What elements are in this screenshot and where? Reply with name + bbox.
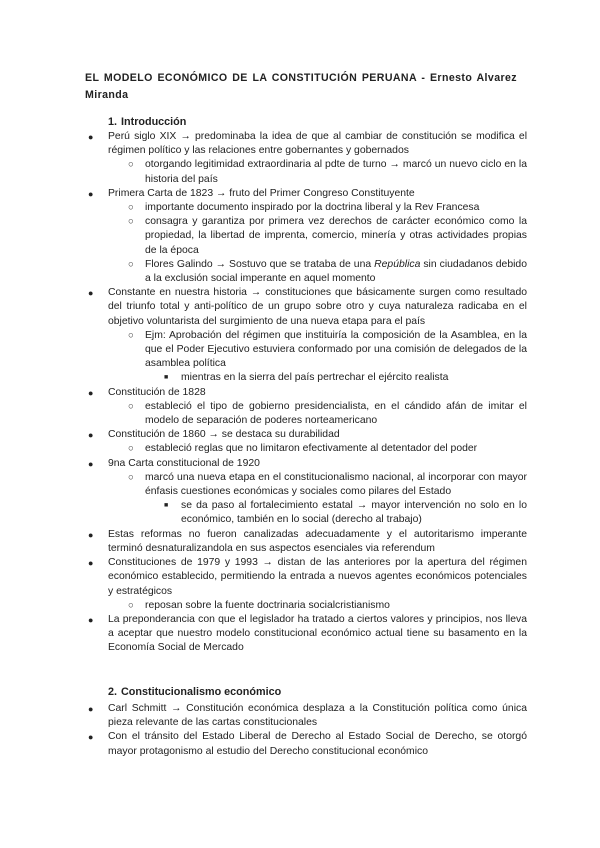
list-item: ● Primera Carta de 1823 → fruto del Primer Congreso Constituyente: [108, 187, 527, 201]
bullet-disc-icon: ●: [88, 430, 94, 441]
bullet-circle-icon: ○: [128, 202, 134, 214]
bullet-circle-icon: ○: [128, 599, 134, 611]
bullet-circle-icon: ○: [128, 443, 134, 455]
bullet-circle-icon: ○: [128, 216, 134, 228]
section-title: Introducción: [121, 116, 187, 128]
constitucionalismo-list: [0, 702, 600, 759]
list-item: ● Estas reformas no fueron canalizadas adecuadamente y el autoritarismo imperante terminó desnaturalizandola en sus aspectos esenciales via referendum: [88, 528, 527, 554]
bullet-disc-icon: ●: [88, 132, 94, 142]
bullet-circle-icon: ○: [128, 471, 134, 483]
bullet-circle-icon: ○: [128, 400, 134, 412]
list-item: ● Constitución de 1828: [108, 386, 527, 400]
list-item: ● Constante en nuestra historia → constituciones que básicamente surgen como resultado del triunfo total y anti-político de un grupo sobre otro y cuya naturaleza radicaba en el objetivo voluntarista del surgimiento de una nueva etapa para el país: [88, 287, 527, 327]
document-title: EL MODELO ECONÓMICO DE LA CONSTITUCIÓN PERUANA - Ernesto Alvarez Miranda: [85, 72, 517, 101]
list-item: ■ mientras en la sierra del país pertrechar el ejército realista: [181, 371, 527, 385]
list-item: ○ otorgando legitimidad extraordinaria al pdte de turno → marcó un nuevo ciclo en la historia del país: [128, 159, 527, 185]
list-item: ○ reposan sobre la fuente doctrinaria socialcristianismo: [145, 599, 527, 613]
list-item: ○ consagra y garantiza por primera vez derechos de carácter económico como la propiedad, la libertad de imprenta, comercio, minería y otras actividades propias de la época: [128, 216, 527, 256]
bullet-disc-icon: ●: [88, 732, 94, 743]
section-title: Constitucionalismo económico: [121, 686, 282, 698]
list-item: ○ marcó una nueva etapa en el constitucionalismo nacional, al incorporar con mayor énfasis cuestiones económicas y sociales como pilares del Estado: [128, 471, 527, 498]
introduccion-list: [0, 130, 600, 656]
list-item: ● Constituciones de 1979 y 1993 → distan de las anteriores por la apertura del régimen económico establecido, permitiendo la entrada a nuevos agentes económicos potenciales y estratégicos: [88, 557, 527, 597]
list-item: ● Con el tránsito del Estado Liberal de Derecho al Estado Social de Derecho, se otorgó mayor protagonismo al estudio del Derecho constitucional económico: [88, 731, 527, 757]
list-item: ● Constitución de 1860 → se destaca su durabilidad: [108, 428, 527, 442]
bullet-disc-icon: ●: [88, 188, 94, 199]
list-item: ○ estableció el tipo de gobierno presidencialista, en el cándido afán de imitar el modelo de separación de poderes norteamericano: [128, 400, 527, 427]
bullet-disc-icon: ●: [88, 704, 94, 714]
list-item: ○ Flores Galindo → Sostuvo que se trataba de una República sin ciudadanos debido a la exclusión social imperante en aquel momento: [128, 258, 527, 285]
bullet-square-icon: ■: [164, 502, 169, 510]
bullet-disc-icon: ●: [88, 288, 94, 299]
section-number: 1.: [108, 116, 118, 128]
bullet-circle-icon: ○: [128, 329, 134, 341]
list-item: ● 9na Carta constitucional de 1920: [108, 457, 527, 471]
list-item: ● Carl Schmitt → Constitución económica desplaza a la Constitución política como única pieza relevante de las cartas constitucionales: [88, 703, 527, 729]
section-number: 2.: [108, 686, 118, 698]
bullet-disc-icon: ●: [88, 614, 94, 625]
list-item: ○ Ejm: Aprobación del régimen que instituiría la composición de la Asamblea, en la que el Poder Ejecutivo estuviera conformado por una comisión de delegados de la asamblea política: [128, 329, 527, 370]
bullet-circle-icon: ○: [128, 159, 134, 171]
bullet-disc-icon: ●: [88, 529, 94, 540]
list-item: ■ se da paso al fortalecimiento estatal → mayor intervención no solo en lo económico, también en lo social (derecho al trabajo): [164, 500, 527, 526]
italic-term: República: [374, 258, 421, 270]
list-item: ○ estableció reglas que no limitaron efectivamente al detentador del poder: [145, 442, 527, 456]
bullet-disc-icon: ●: [88, 558, 94, 569]
bullet-disc-icon: ●: [88, 458, 94, 469]
bullet-disc-icon: ●: [88, 387, 94, 398]
bullet-circle-icon: ○: [128, 258, 134, 270]
list-item: ● La preponderancia con que el legislador ha tratado a ciertos valores y principios, nos lleva a aceptar que nuestro modelo constitucional económico actual tiene su basamento en la Economía Social de Mercado: [88, 613, 527, 654]
list-item: ● Perú siglo XIX → predominaba la idea de que al cambiar de constitución se modifica el régimen político y las relaciones entre gobernantes y gobernados: [88, 131, 527, 157]
bullet-square-icon: ■: [164, 374, 169, 382]
list-item: ○ importante documento inspirado por la doctrina liberal y la Rev Francesa: [145, 201, 527, 215]
